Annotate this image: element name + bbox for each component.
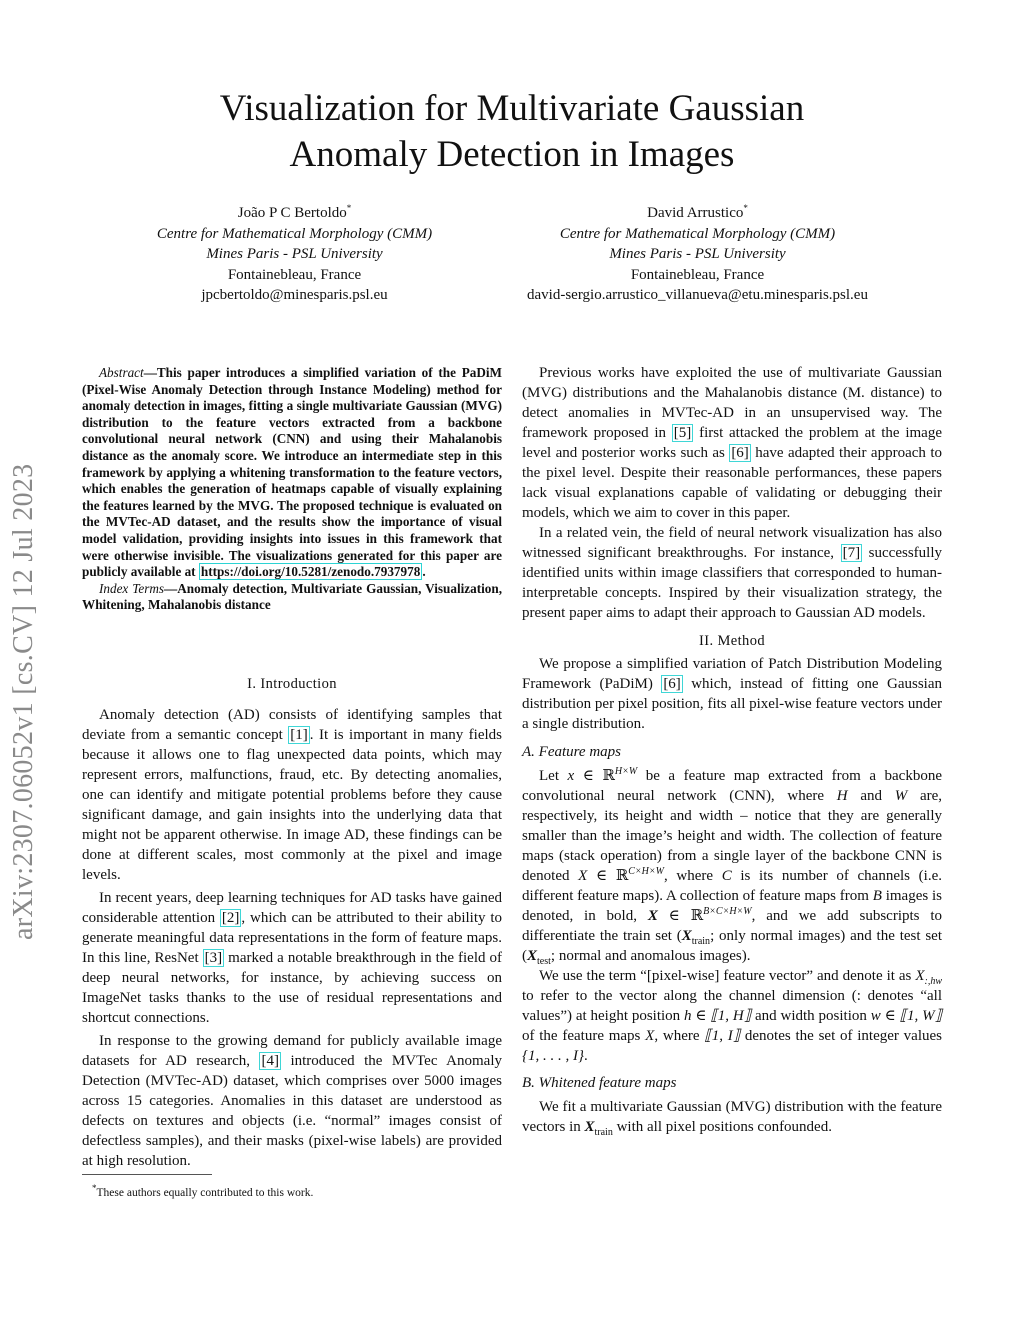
author-name: David Arrustico*: [647, 203, 748, 221]
paper-title: [0, 86, 1024, 178]
footnote: *These authors equally contributed to this work.: [92, 1183, 314, 1199]
citation-link[interactable]: [5]: [673, 425, 692, 441]
title-line-2: Anomaly Detection in Images: [289, 134, 735, 175]
citation-link[interactable]: [6]: [663, 676, 681, 692]
intro-paragraph-3: In response to the growing demand for publicly available image datasets for AD research, [4] introduced the MVTec Anomaly Detection (MVTec-AD) dataset, which comprises over 5000 images across 15 categories. Anomalies in this dataset are understood as defects on textures and objects (i.e. “normal” images consist of defectless samples), and their masks (pixel-wise labels) are provided at high resolution.: [82, 1033, 502, 1169]
author-block-1: [112, 203, 477, 306]
author-name: João P C Bertoldo*: [237, 203, 352, 221]
intro-paragraph-1: Anomaly detection (AD) consists of identifying samples that deviate from a semantic concept [1] . It is important in many fields because it allows one to flag unexpected data points, which may represent errors, malfunctions, fraud, etc. By detecting anomalies, one can identify and mitigate potential problems before they cause significant damage, and gain insights into the underlying data that might not be apparent otherwise. In image AD, these findings can be done at different scales, most commonly at the pixel and image levels.: [82, 707, 503, 883]
citation-link[interactable]: [6]: [731, 445, 749, 461]
footnote-rule: [82, 1174, 212, 1175]
section-heading-method: II. Method: [698, 633, 765, 649]
citation-link[interactable]: [3]: [204, 950, 223, 966]
related-paragraph-2: In a related vein, the field of neural network visualization has also witnessed significant breakthroughs. For instance, [7] successfully identified units within image classifiers that corresponded to human-interpretable concepts. Inspired by their visualization strategy, the present paper aims to adapt their approach to Gaussian AD models.: [522, 525, 942, 621]
author-email[interactable]: jpcbertoldo@minesparis.psl.eu: [201, 287, 388, 303]
abstract: [82, 365, 502, 614]
author-univ: Mines Paris - PSL University: [206, 246, 383, 262]
index-terms: Index Terms—Anomaly detection, Multivariate Gaussian, Visualization, Whitening, Mahalanobis distance: [82, 580, 502, 613]
citation-link[interactable]: [2]: [221, 910, 240, 926]
left-column-body: [82, 705, 502, 1171]
subsection-heading-feature-maps: A. Feature maps: [522, 744, 622, 760]
zenodo-link[interactable]: https://doi.org/10.5281/zenodo.7937978: [200, 564, 421, 580]
author-block-2: [500, 203, 895, 306]
author-email[interactable]: david-sergio.arrustico_villanueva@etu.minesparis.psl.eu: [527, 287, 868, 303]
intro-paragraph-2: In recent years, deep learning techniques for AD tasks have gained considerable attention [2] , which can be attributed to their ability to generate meaningful data representations in the form of feature maps. In this line, ResNet [3] marked a notable breakthrough in the field of deep neural networks, for instance, by achieving success on ImageNet tasks thanks to the use of residual representations and shortcut connections.: [82, 890, 502, 1026]
right-column-body: [522, 363, 942, 1137]
author-location: Fontainebleau, France: [630, 266, 765, 283]
whitened-paragraph: We fit a multivariate Gaussian (MVG) distribution with the feature vectors in $X_{train}$ with all pixel positions confounded.: [522, 1099, 942, 1138]
title-line-1: Visualization for Multivariate Gaussian: [219, 88, 805, 129]
author-location: Fontainebleau, France: [227, 266, 362, 283]
citation-link[interactable]: [1]: [290, 727, 308, 743]
author-dept: Centre for Mathematical Morphology (CMM): [559, 225, 836, 242]
subsection-heading-whitened: B. Whitened feature maps: [522, 1075, 677, 1091]
arxiv-identifier: arXiv:2307.06052v1 [cs.CV] 12 Jul 2023: [8, 463, 39, 940]
abstract-paragraph: Abstract—This paper introduces a simplified variation of the PaDiM (Pixel-Wise Anomaly Detection through Instance Modeling) method for anomaly detection in images, fitting a single multivariate Gaussian (MVG) distribution to the feature vectors extracted from a backbone convolutional neural network (CNN) and using their Mahalanobis distance as the anomaly score. We introduce an intermediate step in this framework by applying a whitening transformation to the feature vectors, which enables the generation of heatmaps capable of visually explaining the features learned by the MVG. The proposed technique is evaluated on the MVTec-AD dataset, and the results show the importance of visual model validation, providing insights into issues in this framework that were otherwise invisible. The visualizations generated for this paper are publicly available at https://doi.org/10.5281/zenodo.7937978 .: [82, 365, 502, 580]
citation-link[interactable]: [7]: [842, 545, 861, 561]
related-paragraph-1: Previous works have exploited the use of multivariate Gaussian (MVG) distributions and the Mahalanobis distance (M. distance) to detect anomalies in MVTec-AD in an unsupervised way. The framework proposed in [5] first attacked the problem at the image level and posterior works such as [6] have adapted their approach to the pixel level. Despite their reasonable performances, these papers lack visual explanations capable of validating or debugging their models, which we aim to cover in this paper.: [522, 365, 942, 521]
author-dept: Centre for Mathematical Morphology (CMM): [156, 225, 433, 242]
feature-vector-paragraph: We use the term “[pixel-wise] feature vector” and denote it as $X_{:,hw}$ to refer to the vector along the channel dimension (: denotes “all values”) at height position h ∈ ⟦1, H⟧ and width position w ∈ ⟦1, W⟧ of the feature maps X, where ⟦1, I⟧ denotes the set of integer values {1, . . . , I}.: [522, 968, 942, 1064]
citation-link[interactable]: [4]: [261, 1053, 279, 1069]
author-univ: Mines Paris - PSL University: [609, 246, 786, 262]
feature-maps-paragraph: Let x ∈ ℝ$^{H\times W}$ be a feature map extracted from a backbone convolutional neural network (CNN), where H and W are, respectively, its height and width – notice that they are generally smaller than the image’s height and width. The collection of feature maps (stack operation) from a single layer of the backbone CNN is denoted X ∈ ℝ$^{C\times H\times W}$, where C is its number of channels (i.e. different feature maps). A collection of feature maps from B images is denoted, in bold, X ∈ ℝ$^{B\times C\times H\times W}$, and we add subscripts to differentiate the train set ($X_{train}$; only normal images) and the test set ($X_{test}$; normal and anomalous images).: [522, 766, 943, 967]
method-paragraph: We propose a simplified variation of Patch Distribution Modeling Framework (PaDiM) [6] which, instead of fitting one Gaussian distribution per pixel position, fits all pixel-wise feature vectors under a single distribution.: [522, 656, 942, 732]
section-heading-introduction: I. Introduction: [247, 676, 337, 692]
